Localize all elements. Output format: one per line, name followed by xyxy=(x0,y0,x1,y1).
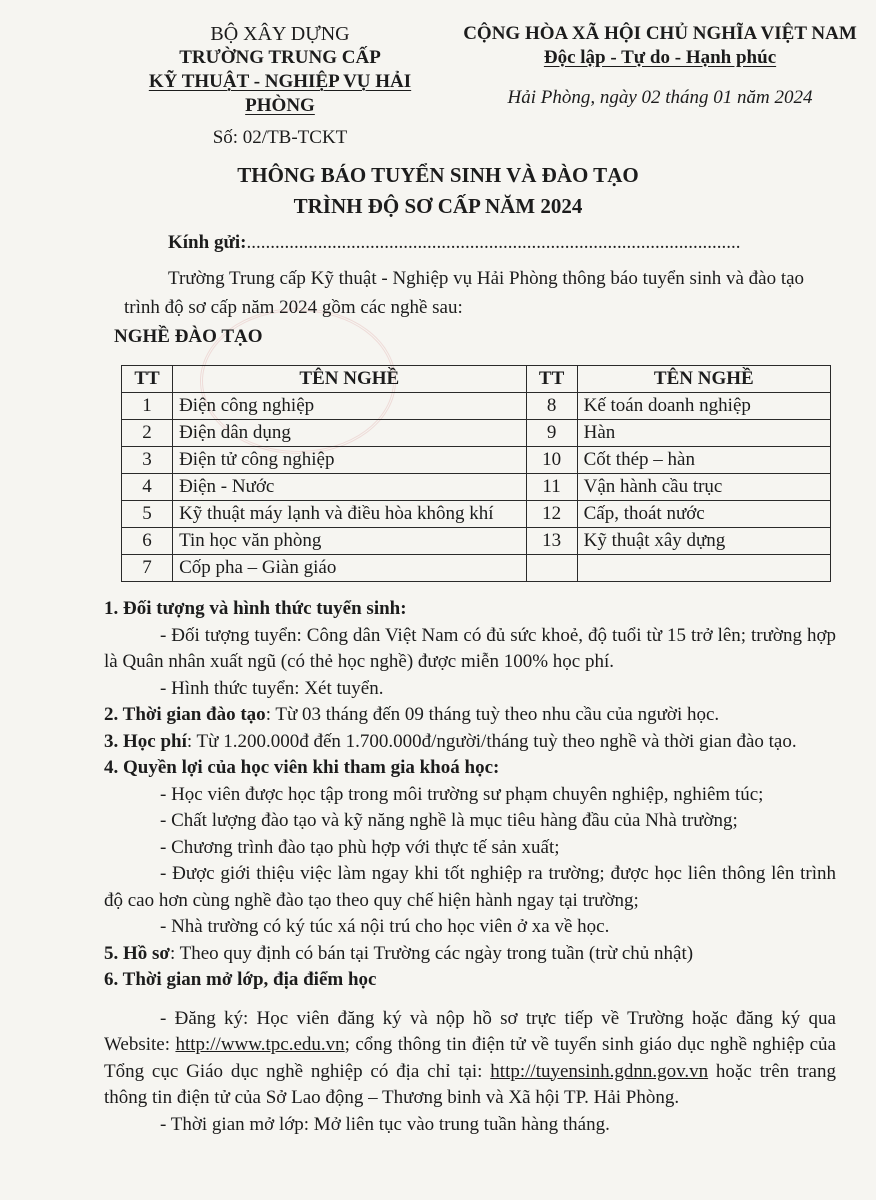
intro-paragraph: Trường Trung cấp Kỹ thuật - Nghiệp vụ Hải Phòng thông báo tuyển sinh và đào tạo trình độ sơ cấp năm 2024 gồm các nghề sau: xyxy=(124,268,805,318)
col-header-tt-2: TT xyxy=(526,366,577,393)
recipient-line xyxy=(168,232,740,254)
cell-major: Kỹ thuật máy lạnh và điều hòa không khí xyxy=(173,501,526,528)
cell-no: 3 xyxy=(122,447,173,474)
cell-no: 2 xyxy=(122,420,173,447)
table-header-row xyxy=(122,366,831,393)
cell-no: 8 xyxy=(526,393,577,420)
cell-no: 9 xyxy=(526,420,577,447)
section-2 xyxy=(104,702,836,729)
title-line1: THÔNG BÁO TUYỂN SINH VÀ ĐÀO TẠO xyxy=(237,163,639,187)
section-6-heading: 6. Thời gian mở lớp, địa điểm học xyxy=(104,969,377,990)
cell-major: Kỹ thuật xây dựng xyxy=(577,528,830,555)
section-4-item-5: - Nhà trường có ký túc xá nội trú cho học viên ở xa về học. xyxy=(160,916,610,937)
section-6-item-1 xyxy=(104,1006,836,1112)
table-row xyxy=(122,420,831,447)
section-5-text: : Theo quy định có bán tại Trường các ngày trong tuần (trừ chủ nhật) xyxy=(169,942,694,964)
cell-major xyxy=(577,555,830,582)
table-row xyxy=(122,393,831,420)
cell-no: 1 xyxy=(122,393,173,420)
cell-major: Cốp pha – Giàn giáo xyxy=(173,555,526,582)
table-row xyxy=(122,555,831,582)
col-header-name: TÊN NGHỀ xyxy=(173,366,526,393)
section-4-item-4: - Được giới thiệu việc làm ngay khi tốt nghiệp ra trường; được học liên thông lên trình độ cao hơn cùng nghề đào tạo theo quy chế hiện hành ngay tại trường; xyxy=(104,863,836,911)
notice-body xyxy=(104,596,836,1138)
cell-no: 4 xyxy=(122,474,173,501)
section-4-item-2: - Chất lượng đào tạo và kỹ năng nghề là mục tiêu hàng đầu của Nhà trường; xyxy=(160,810,738,831)
table-row xyxy=(122,528,831,555)
place-and-date: Hải Phòng, ngày 02 tháng 01 năm 2024 xyxy=(507,87,813,108)
section-6-item-1-part-b: ; cổng thông tin điện tử về tuyển sinh giáo dục nghề nghiệp của Tổng cục Giáo dục nghề nghiệp có địa chỉ tại: xyxy=(104,1034,836,1082)
cell-no: 11 xyxy=(526,474,577,501)
title-line2: TRÌNH ĐỘ SƠ CẤP NĂM 2024 xyxy=(293,194,583,218)
national-header-block xyxy=(460,22,860,110)
section-1-item-1: - Đối tượng tuyển: Công dân Việt Nam có đủ sức khoẻ, độ tuổi từ 15 trở lên; trường hợp là Quân nhân xuất ngũ (có thẻ học nghề) được miễn 100% học phí. xyxy=(104,624,836,672)
section-5 xyxy=(104,941,836,968)
cell-no: 7 xyxy=(122,555,173,582)
republic-title: CỘNG HÒA XÃ HỘI CHỦ NGHĨA VIỆT NAM xyxy=(463,23,857,44)
cell-no: 12 xyxy=(526,501,577,528)
section-2-label: 2. Thời gian đào tạo xyxy=(104,704,266,725)
ministry-name: BỘ XÂY DỰNG xyxy=(210,23,350,45)
table-row xyxy=(122,447,831,474)
col-header-name-2: TÊN NGHỀ xyxy=(577,366,830,393)
section-6-item-2: - Thời gian mở lớp: Mở liên tục vào trung tuần hàng tháng. xyxy=(160,1113,610,1135)
section-3-label: 3. Học phí xyxy=(104,730,187,752)
document-title xyxy=(0,160,876,222)
cell-no: 13 xyxy=(526,528,577,555)
website-link[interactable]: http://www.tpc.edu.vn xyxy=(175,1034,345,1055)
cell-major: Điện tử công nghiệp xyxy=(173,447,526,474)
section-6-item-1-part-a: - Đăng ký: Học viên đăng ký và nộp hồ sơ trực tiếp về Trường hoặc đăng ký qua Website: xyxy=(104,1007,836,1055)
cell-no xyxy=(526,555,577,582)
recipient-dots: ........................................................................................................ xyxy=(246,232,741,253)
majors-table xyxy=(121,365,831,582)
cell-major: Kế toán doanh nghiệp xyxy=(577,393,830,420)
section-4-item-1: - Học viên được học tập trong môi trường sư phạm chuyên nghiệp, nghiêm túc; xyxy=(160,783,764,805)
cell-major: Tin học văn phòng xyxy=(173,528,526,555)
cell-major: Điện công nghiệp xyxy=(173,393,526,420)
section-1-heading: 1. Đối tượng và hình thức tuyển sinh: xyxy=(104,598,407,619)
section-6-item-1-part-c: hoặc trên trang thông tin điện tử của Sở Lao động – Thương binh và Xã hội TP. Hải Phòng. xyxy=(104,1060,836,1108)
cell-major: Điện - Nước xyxy=(173,474,526,501)
section-3-text: : Từ 1.200.000đ đến 1.700.000đ/người/tháng tuỳ theo nghề và thời gian đào tạo. xyxy=(186,730,797,752)
portal-link[interactable]: http://tuyensinh.gdnn.gov.vn xyxy=(490,1060,709,1082)
majors-heading: NGHỀ ĐÀO TẠO xyxy=(114,326,263,347)
cell-major: Cốt thép – hàn xyxy=(577,447,830,474)
cell-major: Vận hành cầu trục xyxy=(577,474,830,501)
section-3 xyxy=(104,729,836,756)
cell-no: 10 xyxy=(526,447,577,474)
school-name-line1: TRƯỜNG TRUNG CẤP xyxy=(179,47,381,68)
section-1-item-2: - Hình thức tuyển: Xét tuyển. xyxy=(160,677,384,699)
cell-no: 6 xyxy=(122,528,173,555)
recipient-label: Kính gửi: xyxy=(168,232,247,253)
table-row xyxy=(122,501,831,528)
school-name-line2: KỸ THUẬT - NGHIỆP VỤ HẢI PHÒNG xyxy=(148,71,412,116)
cell-major: Điện dân dụng xyxy=(173,420,526,447)
issuer-block xyxy=(130,22,430,150)
section-2-text: : Từ 03 tháng đến 09 tháng tuỳ theo nhu cầu của người học. xyxy=(265,704,720,725)
section-5-label: 5. Hồ sơ xyxy=(104,942,170,964)
section-4-heading: 4. Quyền lợi của học viên khi tham gia khoá học: xyxy=(104,757,500,778)
section-4-item-3: - Chương trình đào tạo phù hợp với thực tế sản xuất; xyxy=(160,836,560,858)
cell-major: Hàn xyxy=(577,420,830,447)
cell-major: Cấp, thoát nước xyxy=(577,501,830,528)
table-row xyxy=(122,474,831,501)
national-motto: Độc lập - Tự do - Hạnh phúc xyxy=(543,47,777,68)
cell-no: 5 xyxy=(122,501,173,528)
col-header-tt: TT xyxy=(122,366,173,393)
document-number: Số: 02/TB-TCKT xyxy=(212,127,348,148)
